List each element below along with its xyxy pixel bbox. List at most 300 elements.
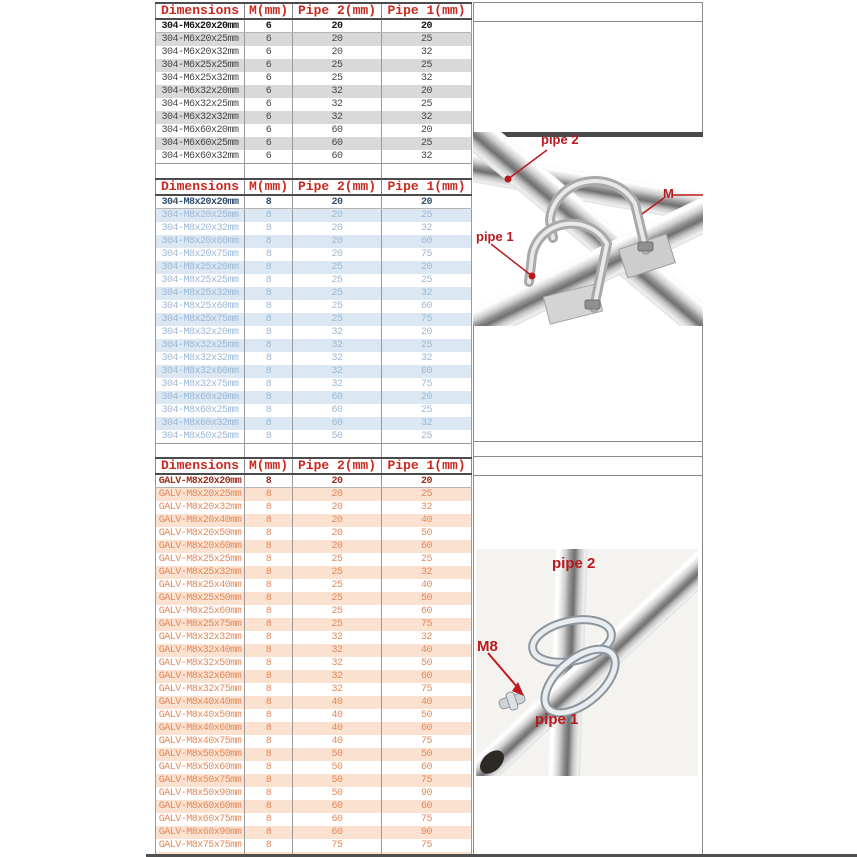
table-cell: 8 [245, 540, 293, 553]
table-cell: GALV-M8x50x60mm [155, 761, 245, 774]
table-cell: 8 [245, 592, 293, 605]
table-cell: 75 [293, 839, 382, 852]
table-cell: 8 [245, 566, 293, 579]
table-cell: 8 [245, 352, 293, 365]
spec-table-304-m6 [155, 2, 472, 163]
table-cell: 6 [245, 72, 293, 85]
table-row [155, 631, 472, 644]
grid-line [474, 456, 702, 457]
table-cell: 20 [293, 488, 382, 501]
table-cell: GALV-M8x40x50mm [155, 709, 245, 722]
table-row [155, 683, 472, 696]
table-cell: 6 [245, 111, 293, 124]
table-cell: 20 [293, 196, 382, 208]
table-cell: 304-M6x32x32mm [155, 111, 245, 124]
table-row [155, 20, 472, 33]
table-cell: 50 [382, 709, 472, 722]
table-cell: 90 [382, 787, 472, 800]
table-row [155, 124, 472, 137]
table-cell: 304-M6x60x32mm [155, 150, 245, 163]
table-cell: 32 [382, 150, 472, 163]
table-cell: 8 [245, 313, 293, 326]
table-cell: 32 [382, 631, 472, 644]
table-header [155, 2, 472, 20]
table-cell: 304-M6x32x25mm [155, 98, 245, 111]
table-cell: 6 [245, 46, 293, 59]
table-cell: 32 [382, 566, 472, 579]
table-cell: 304-M8x25x60mm [155, 300, 245, 313]
table-cell: 60 [293, 391, 382, 404]
table-cell: GALV-M8x40x40mm [155, 696, 245, 709]
table-cell: GALV-M8x32x50mm [155, 657, 245, 670]
table-gap [155, 163, 472, 178]
table-row [155, 378, 472, 391]
table-cell: 8 [245, 787, 293, 800]
table-cell: 25 [382, 209, 472, 222]
table-cell: 304-M8x25x20mm [155, 261, 245, 274]
table-row [155, 430, 472, 443]
table-cell: 8 [245, 222, 293, 235]
column-header-pipe2: Pipe 2(mm) [293, 459, 382, 473]
table-cell: 32 [293, 365, 382, 378]
table-row [155, 813, 472, 826]
table-row [155, 417, 472, 430]
table-row [155, 748, 472, 761]
table-cell: 75 [382, 683, 472, 696]
table-cell: 50 [382, 748, 472, 761]
photo1-pipe2-annotation: pipe 2 [541, 132, 579, 147]
table-row [155, 761, 472, 774]
table-cell: 8 [245, 365, 293, 378]
table-cell: 20 [382, 124, 472, 137]
table-cell: 8 [245, 417, 293, 430]
table-cell: 8 [245, 644, 293, 657]
table-cell: 25 [293, 313, 382, 326]
table-cell: 25 [382, 98, 472, 111]
table-gap [155, 443, 472, 457]
table-cell: 304-M8x32x60mm [155, 365, 245, 378]
table-row [155, 644, 472, 657]
table-row [155, 735, 472, 748]
table-cell: 25 [293, 605, 382, 618]
table-row [155, 592, 472, 605]
table-cell: GALV-M8x60x75mm [155, 813, 245, 826]
table-cell: 25 [293, 592, 382, 605]
table-cell: 304-M8x25x75mm [155, 313, 245, 326]
column-header-pipe2: Pipe 2(mm) [293, 180, 382, 194]
table-cell: 25 [293, 72, 382, 85]
table-cell: 8 [245, 605, 293, 618]
table-header [155, 178, 472, 196]
table-cell: 8 [245, 300, 293, 313]
photo2-pipe2-annotation: pipe 2 [552, 555, 596, 572]
table-row [155, 365, 472, 378]
table-row [155, 514, 472, 527]
table-row [155, 722, 472, 735]
table-row [155, 605, 472, 618]
table-cell: 8 [245, 826, 293, 839]
table-cell: 304-M8x20x75mm [155, 248, 245, 261]
table-cell: GALV-M8x60x90mm [155, 826, 245, 839]
table-cell: 32 [293, 326, 382, 339]
table-cell: 8 [245, 839, 293, 852]
column-header-pipe1: Pipe 1(mm) [382, 459, 472, 473]
table-cell: 6 [245, 85, 293, 98]
table-cell: 8 [245, 514, 293, 527]
table-row [155, 826, 472, 839]
table-row [155, 657, 472, 670]
table-cell: 20 [293, 33, 382, 46]
table-row [155, 488, 472, 501]
table-cell: 32 [293, 98, 382, 111]
column-header-dimensions: Dimensions [155, 4, 245, 18]
table-cell: 20 [293, 540, 382, 553]
table-cell: 304-M8x20x20mm [155, 196, 245, 208]
table-cell: 50 [293, 761, 382, 774]
table-row [155, 566, 472, 579]
table-cell: 20 [382, 391, 472, 404]
table-row [155, 787, 472, 800]
photo-column [473, 2, 703, 855]
column-header-pipe2: Pipe 2(mm) [293, 4, 382, 18]
table-cell: 8 [245, 378, 293, 391]
table-row [155, 59, 472, 72]
table-cell: 304-M8x60x32mm [155, 417, 245, 430]
table-cell: 25 [293, 553, 382, 566]
column-header-m: M(mm) [245, 180, 293, 194]
table-row [155, 391, 472, 404]
table-cell: 60 [382, 540, 472, 553]
table-cell: 40 [293, 735, 382, 748]
table-cell: GALV-M8x32x32mm [155, 631, 245, 644]
table-cell: 90 [382, 826, 472, 839]
table-cell: 304-M8x32x20mm [155, 326, 245, 339]
table-row [155, 248, 472, 261]
table-cell: 60 [382, 722, 472, 735]
table-cell: 304-M8x32x75mm [155, 378, 245, 391]
table-cell: 40 [293, 709, 382, 722]
table-cell: 304-M8x20x25mm [155, 209, 245, 222]
table-cell: 304-M8x60x25mm [155, 404, 245, 417]
table-cell: 25 [382, 553, 472, 566]
table-cell: 32 [293, 85, 382, 98]
table-row [155, 553, 472, 566]
table-cell: 25 [382, 404, 472, 417]
table-cell: 32 [382, 72, 472, 85]
table-cell: 304-M8x25x25mm [155, 274, 245, 287]
table-row [155, 111, 472, 124]
table-cell: 8 [245, 735, 293, 748]
table-cell: 8 [245, 404, 293, 417]
table-row [155, 300, 472, 313]
table-cell: 25 [382, 59, 472, 72]
table-cell: 20 [293, 475, 382, 487]
table-cell: 32 [293, 352, 382, 365]
table-cell: GALV-M8x25x75mm [155, 618, 245, 631]
table-cell: GALV-M8x25x60mm [155, 605, 245, 618]
table-cell: 6 [245, 137, 293, 150]
table-cell: 6 [245, 33, 293, 46]
table-cell: 25 [382, 274, 472, 287]
table-cell: 75 [382, 735, 472, 748]
table-cell: 304-M6x25x32mm [155, 72, 245, 85]
table-cell: 60 [382, 800, 472, 813]
table-cell: 25 [293, 618, 382, 631]
table-cell: 32 [293, 657, 382, 670]
column-header-pipe1: Pipe 1(mm) [382, 4, 472, 18]
table-cell: 60 [293, 404, 382, 417]
table-row [155, 33, 472, 46]
product-photo-swivel-clamp [476, 549, 698, 776]
table-cell: 8 [245, 722, 293, 735]
table-cell: 8 [245, 709, 293, 722]
table-cell: 25 [382, 488, 472, 501]
photo1-m-annotation: M [663, 186, 674, 201]
table-cell: 6 [245, 150, 293, 163]
table-cell: 6 [245, 98, 293, 111]
column-header-pipe1: Pipe 1(mm) [382, 180, 472, 194]
table-row [155, 579, 472, 592]
table-cell: 32 [293, 378, 382, 391]
table-cell: GALV-M8x20x40mm [155, 514, 245, 527]
table-cell: 32 [293, 631, 382, 644]
table-cell: GALV-M8x20x25mm [155, 488, 245, 501]
table-cell: GALV-M8x25x50mm [155, 592, 245, 605]
table-cell: 32 [382, 352, 472, 365]
table-cell: GALV-M8x60x60mm [155, 800, 245, 813]
table-cell: 60 [382, 605, 472, 618]
table-cell: 40 [382, 644, 472, 657]
table-cell: 20 [293, 514, 382, 527]
grid-line [474, 21, 702, 22]
table-cell: 304-M8x32x32mm [155, 352, 245, 365]
table-row [155, 72, 472, 85]
table-cell: 20 [382, 85, 472, 98]
table-cell: 25 [382, 430, 472, 443]
photo2-pipe1-annotation: pipe 1 [535, 711, 579, 728]
table-cell: 20 [293, 209, 382, 222]
table-cell: GALV-M8x20x50mm [155, 527, 245, 540]
table-cell: 8 [245, 501, 293, 514]
table-cell: 60 [293, 417, 382, 430]
spec-table-galv-m8 [155, 457, 472, 852]
table-cell: 304-M6x20x25mm [155, 33, 245, 46]
table-body-304-m6 [155, 20, 472, 163]
table-cell: 75 [382, 839, 472, 852]
table-cell: 60 [293, 813, 382, 826]
table-cell: 20 [293, 235, 382, 248]
table-cell: 50 [293, 430, 382, 443]
table-cell: 75 [382, 248, 472, 261]
table-cell: 32 [382, 222, 472, 235]
table-cell: 304-M6x25x25mm [155, 59, 245, 72]
table-row [155, 150, 472, 163]
table-cell: 32 [293, 670, 382, 683]
table-cell: 6 [245, 20, 293, 32]
table-cell: 304-M6x32x20mm [155, 85, 245, 98]
table-cell: 32 [293, 644, 382, 657]
table-cell: 20 [293, 248, 382, 261]
table-row [155, 235, 472, 248]
table-cell: 8 [245, 696, 293, 709]
table-cell: 75 [382, 313, 472, 326]
table-row [155, 540, 472, 553]
table-cell: 20 [293, 46, 382, 59]
table-cell: GALV-M8x40x75mm [155, 735, 245, 748]
table-cell: 75 [382, 618, 472, 631]
table-cell: GALV-M8x20x20mm [155, 475, 245, 487]
table-row [155, 46, 472, 59]
spec-table-304-m8 [155, 178, 472, 443]
table-cell: 304-M8x50x25mm [155, 430, 245, 443]
table-cell: 8 [245, 209, 293, 222]
table-cell: 40 [382, 579, 472, 592]
table-cell: 32 [382, 46, 472, 59]
table-cell: 304-M8x20x60mm [155, 235, 245, 248]
grid-line [474, 441, 702, 442]
table-cell: 25 [293, 287, 382, 300]
table-cell: 32 [293, 111, 382, 124]
table-cell: 25 [293, 300, 382, 313]
table-row [155, 313, 472, 326]
table-cell: 20 [382, 326, 472, 339]
table-cell: 25 [382, 339, 472, 352]
table-cell: 8 [245, 235, 293, 248]
table-cell: 304-M6x60x25mm [155, 137, 245, 150]
table-cell: 40 [382, 514, 472, 527]
table-cell: 50 [293, 748, 382, 761]
table-cell: GALV-M8x20x60mm [155, 540, 245, 553]
table-row [155, 501, 472, 514]
table-cell: 6 [245, 124, 293, 137]
table-row [155, 352, 472, 365]
table-cell: 25 [382, 33, 472, 46]
table-cell: 20 [382, 20, 472, 32]
table-cell: 32 [382, 417, 472, 430]
pipe-clamp-illustration [476, 549, 698, 776]
table-cell: 304-M8x20x32mm [155, 222, 245, 235]
table-cell: 20 [382, 196, 472, 208]
table-cell: 6 [245, 59, 293, 72]
table-cell: GALV-M8x20x32mm [155, 501, 245, 514]
table-cell: 8 [245, 248, 293, 261]
table-cell: 20 [293, 501, 382, 514]
table-body-galv-m8 [155, 475, 472, 852]
table-cell: 32 [382, 111, 472, 124]
table-cell: 8 [245, 657, 293, 670]
table-body-304-m8 [155, 196, 472, 443]
column-header-m: M(mm) [245, 459, 293, 473]
table-cell: 60 [382, 670, 472, 683]
table-cell: 25 [293, 579, 382, 592]
table-cell: 50 [382, 592, 472, 605]
table-cell: 304-M6x20x20mm [155, 20, 245, 32]
table-cell: 25 [293, 59, 382, 72]
table-cell: 304-M6x60x20mm [155, 124, 245, 137]
table-cell: 60 [293, 137, 382, 150]
table-cell: 304-M8x32x25mm [155, 339, 245, 352]
table-cell: 8 [245, 391, 293, 404]
table-cell: 60 [382, 235, 472, 248]
table-cell: 50 [293, 787, 382, 800]
table-cell: 8 [245, 527, 293, 540]
table-cell: 8 [245, 813, 293, 826]
table-cell: 20 [382, 261, 472, 274]
table-cell: 32 [293, 339, 382, 352]
table-cell: 50 [382, 527, 472, 540]
table-cell: 8 [245, 339, 293, 352]
table-cell: 8 [245, 196, 293, 208]
table-cell: GALV-M8x50x75mm [155, 774, 245, 787]
table-row [155, 196, 472, 209]
table-cell: 50 [382, 657, 472, 670]
table-cell: 8 [245, 631, 293, 644]
table-cell: 60 [382, 300, 472, 313]
table-cell: GALV-M8x50x50mm [155, 748, 245, 761]
table-cell: 60 [293, 124, 382, 137]
photo1-pipe1-annotation: pipe 1 [476, 229, 514, 244]
table-row [155, 339, 472, 352]
table-cell: 25 [382, 137, 472, 150]
table-cell: 60 [293, 826, 382, 839]
table-row [155, 326, 472, 339]
table-cell: 60 [382, 365, 472, 378]
table-row [155, 274, 472, 287]
table-cell: 75 [382, 774, 472, 787]
table-row [155, 261, 472, 274]
table-cell: 8 [245, 430, 293, 443]
table-cell: 20 [293, 20, 382, 32]
table-cell: 8 [245, 761, 293, 774]
table-cell: 8 [245, 670, 293, 683]
table-cell: 75 [382, 813, 472, 826]
table-row [155, 670, 472, 683]
table-cell: 40 [382, 696, 472, 709]
table-cell: GALV-M8x25x40mm [155, 579, 245, 592]
table-cell: 8 [245, 800, 293, 813]
table-row [155, 287, 472, 300]
table-cell: 304-M8x25x32mm [155, 287, 245, 300]
table-row [155, 618, 472, 631]
table-cell: GALV-M8x32x75mm [155, 683, 245, 696]
table-row [155, 696, 472, 709]
table-cell: 32 [382, 287, 472, 300]
table-cell: 8 [245, 488, 293, 501]
table-cell: 20 [382, 475, 472, 487]
table-row [155, 527, 472, 540]
table-cell: 40 [293, 722, 382, 735]
table-header [155, 457, 472, 475]
table-cell: GALV-M8x32x60mm [155, 670, 245, 683]
table-cell: 8 [245, 618, 293, 631]
table-row [155, 222, 472, 235]
table-cell: 60 [382, 761, 472, 774]
grid-line [474, 475, 702, 476]
table-cell: 25 [293, 566, 382, 579]
photo2-m8-annotation: M8 [477, 638, 498, 655]
column-header-m: M(mm) [245, 4, 293, 18]
table-cell: 304-M8x60x20mm [155, 391, 245, 404]
table-cell: 8 [245, 579, 293, 592]
table-cell: 304-M6x20x32mm [155, 46, 245, 59]
table-cell: 8 [245, 287, 293, 300]
table-row [155, 98, 472, 111]
table-cell: 60 [293, 150, 382, 163]
table-cell: 25 [293, 261, 382, 274]
table-cell: GALV-M8x25x32mm [155, 566, 245, 579]
table-cell: 32 [382, 501, 472, 514]
table-row [155, 800, 472, 813]
